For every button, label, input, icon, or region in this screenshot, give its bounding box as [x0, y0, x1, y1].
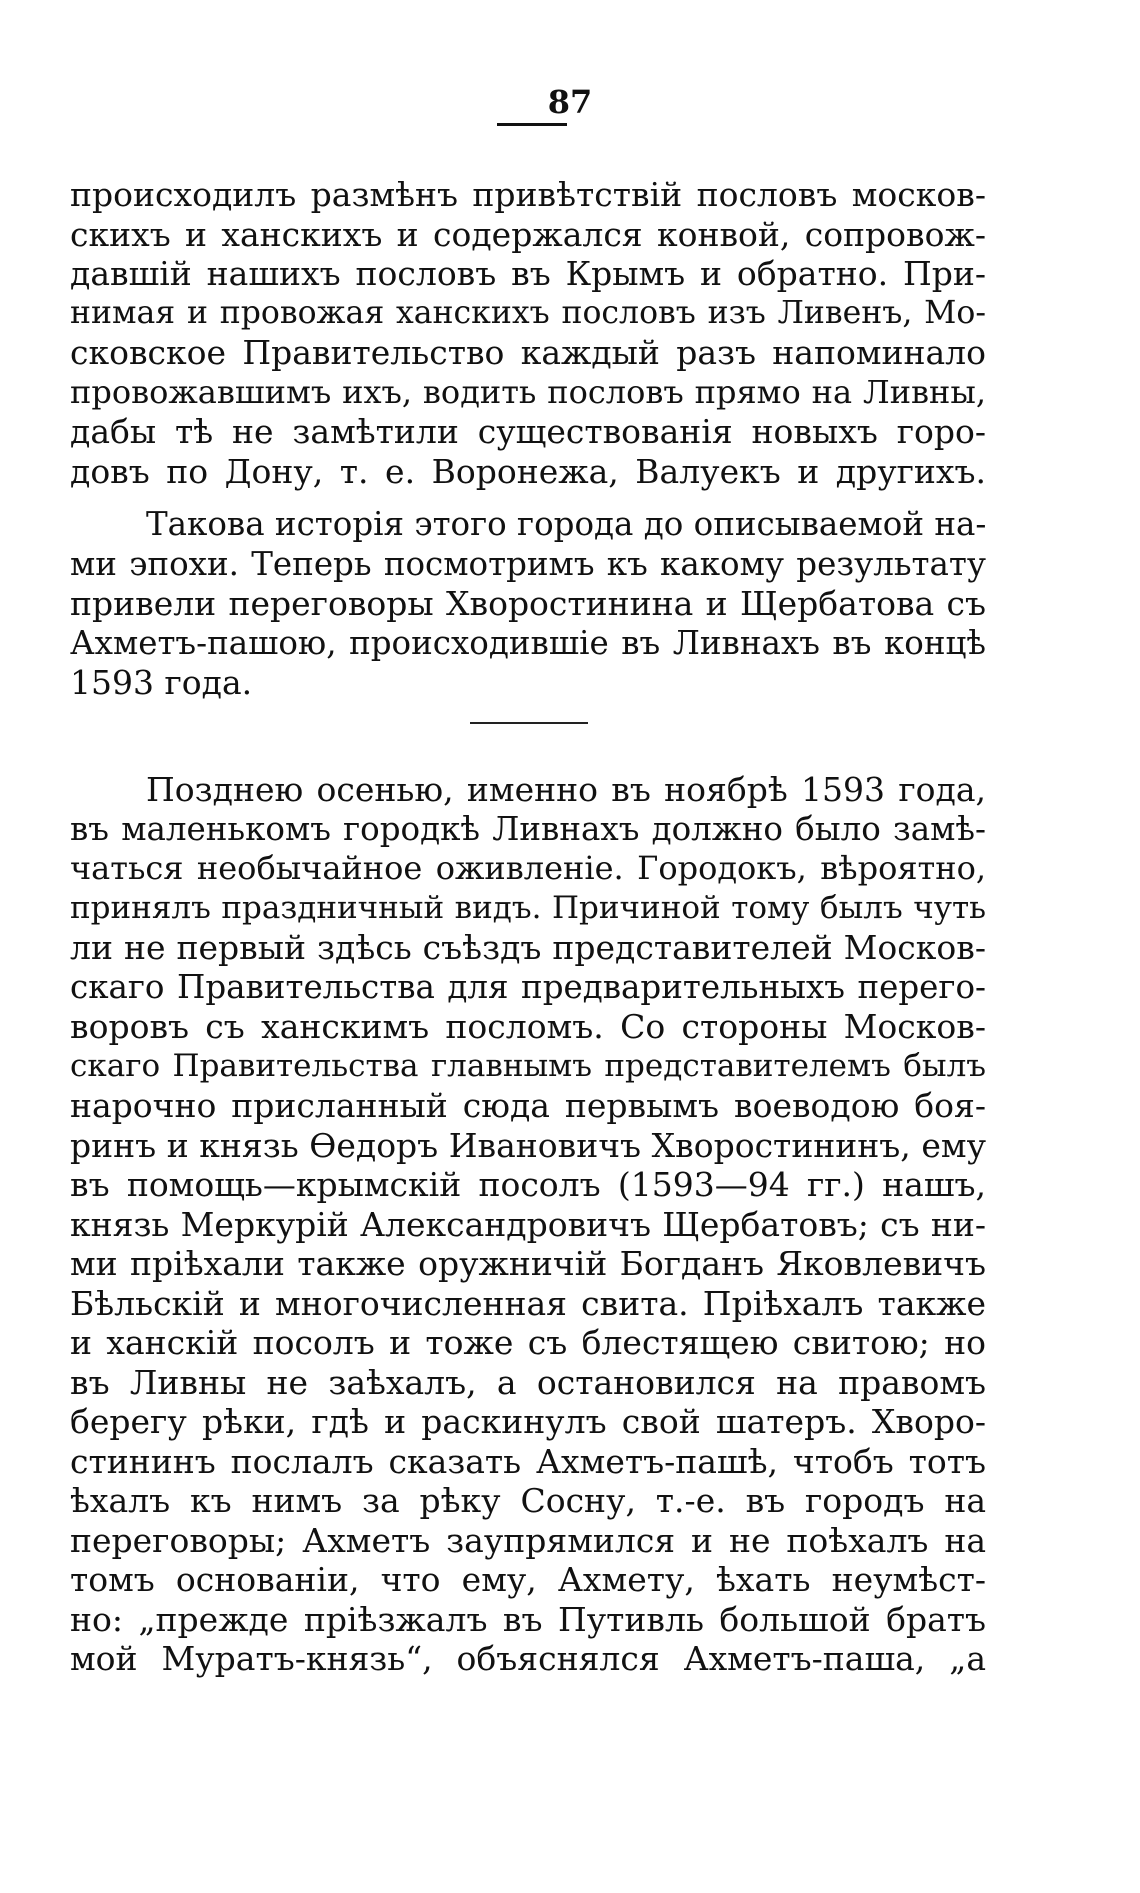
text-line: Позднею осенью, именно въ ноябрѣ 1593 года,: [146, 770, 986, 809]
text-line: въ Ливны не заѣхалъ, а остановился на правомъ: [70, 1362, 986, 1402]
text-line: дабы тѣ не замѣтили существованія новыхъ горо-: [70, 412, 986, 451]
text-line: давшій нашихъ пословъ въ Крымъ и обратно. При-: [70, 254, 986, 293]
paragraph-2: [70, 505, 986, 703]
text-line: нарочно присланный сюда первымъ воеводою боя-: [70, 1086, 986, 1125]
text-line: происходилъ размѣнъ привѣтствій пословъ москов-: [70, 175, 986, 214]
text-line: сковское Правительство каждый разъ напоминало: [70, 333, 986, 372]
section-divider: [470, 722, 588, 724]
text-line: довъ по Дону, т. е. Воронежа, Валуекъ и другихъ.: [70, 451, 986, 491]
text-line: берегу рѣки, гдѣ и раскинулъ свой шатеръ. Хворо-: [70, 1402, 986, 1441]
text-line: Бѣльскій и многочисленная свита. Пріѣхалъ также: [70, 1283, 986, 1323]
text-line: томъ основаніи, что ему, Ахмету, ѣхать неумѣст-: [70, 1560, 986, 1599]
text-line: въ маленькомъ городкѣ Ливнахъ должно было замѣ-: [70, 809, 986, 848]
text-line: въ помощь—крымскій посолъ (1593—94 гг.) нашъ,: [70, 1165, 986, 1204]
text-line: ми пріѣхали также оружничій Богданъ Яковлевичъ: [70, 1244, 986, 1283]
text-line: ли не первый здѣсь съѣздъ представителей Москов-: [70, 928, 986, 967]
text-line: скихъ и ханскихъ и содержался конвой, сопровож-: [70, 214, 986, 254]
page-number-underline: [497, 123, 567, 126]
text-line: но: „прежде пріѣзжалъ въ Путивль большой братъ: [70, 1599, 986, 1639]
text-line: стининъ послалъ сказать Ахметъ-пашѣ, чтобъ тотъ: [70, 1441, 986, 1481]
text-line: князь Меркурій Александровичъ Щербатовъ; съ ни-: [70, 1204, 986, 1244]
text-line: привели переговоры Хворостинина и Щербатова съ: [70, 584, 986, 623]
text-line: принялъ праздничный видъ. Причиной тому былъ чуть: [70, 889, 986, 926]
text-line: мой Муратъ-князь“, объяснялся Ахметъ-паша, „а: [70, 1639, 986, 1678]
text-line: ми эпохи. Теперь посмотримъ къ какому результату: [70, 544, 986, 583]
text-line: скаго Правительства для предварительныхъ перего-: [70, 967, 986, 1006]
text-line: и ханскій посолъ и тоже съ блестящею свитою; но: [70, 1323, 986, 1362]
text-line: чаться необычайное оживленіе. Городокъ, вѣроятно,: [70, 849, 986, 887]
text-line: 1593 года.: [70, 663, 253, 702]
text-line: скаго Правительства главнымъ представителемъ былъ: [70, 1047, 986, 1084]
text-line: Такова исторія этого города до описываемой на-: [146, 505, 987, 543]
text-line: переговоры; Ахметъ заупрямился и не поѣхалъ на: [70, 1520, 986, 1560]
text-line: воровъ съ ханскимъ посломъ. Со стороны Москов-: [70, 1007, 986, 1046]
text-line: нимая и провожая ханскихъ пословъ изъ Ливенъ, Мо-: [70, 294, 986, 331]
text-line: ринъ и князь Ѳедоръ Ивановичъ Хворостининъ, ему: [70, 1125, 986, 1165]
paragraph-1: [70, 175, 986, 491]
text-line: Ахметъ-пашою, происходившіе въ Ливнахъ въ концѣ: [70, 623, 986, 662]
text-line: провожавшимъ ихъ, водить пословъ прямо на Ливны,: [70, 372, 986, 411]
page-number: 87: [547, 83, 593, 121]
paragraph-3: [70, 770, 986, 1679]
text-line: ѣхалъ къ нимъ за рѣку Сосну, т.-е. въ городъ на: [70, 1481, 986, 1520]
